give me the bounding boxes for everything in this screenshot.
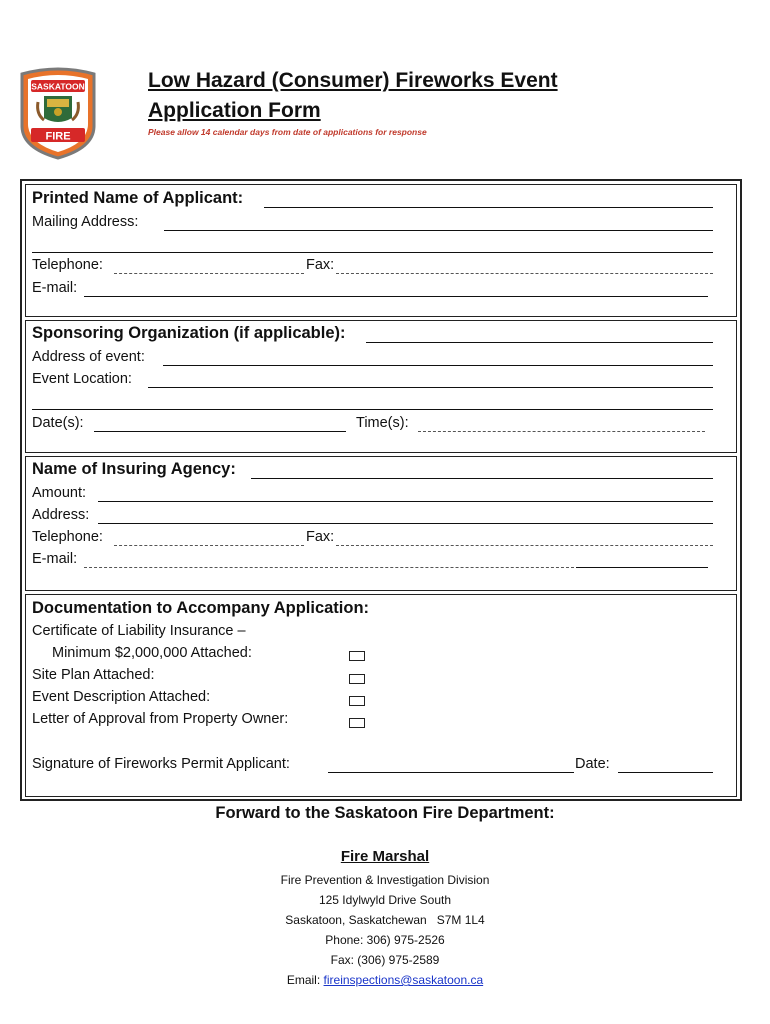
insurer-email-field[interactable] — [84, 567, 574, 568]
fire-marshal-heading: Fire Marshal — [340, 848, 430, 865]
email-label: Email: — [286, 973, 321, 987]
contact-block — [0, 844, 770, 990]
event-description-label: Event Description Attached: — [32, 689, 211, 705]
email-link[interactable]: fireinspections@saskatoon.ca — [323, 973, 484, 987]
applicant-telephone-label: Telephone: — [32, 257, 103, 273]
insurer-telephone-field[interactable] — [114, 545, 304, 546]
email-row — [0, 970, 770, 990]
applicant-fax-label: Fax: — [306, 257, 335, 273]
insurer-fax-label: Fax: — [306, 529, 335, 545]
applicant-email-label: E-mail: — [32, 280, 78, 296]
applicant-name-field[interactable] — [264, 207, 713, 208]
insurer-telephone-label: Telephone: — [32, 529, 103, 545]
event-times-field[interactable] — [418, 431, 705, 432]
applicant-section — [25, 184, 737, 317]
insuring-agency-field[interactable] — [251, 478, 713, 479]
documentation-heading: Documentation to Accompany Application: — [32, 599, 370, 617]
title-line-1: Low Hazard (Consumer) Fireworks Event — [148, 69, 558, 92]
insurer-email-field-end[interactable] — [576, 567, 708, 568]
phone-number: Phone: 306) 975-2526 — [325, 933, 445, 947]
applicant-email-field[interactable] — [84, 296, 708, 297]
signature-label: Signature of Fireworks Permit Applicant: — [32, 756, 290, 772]
logo-text-bottom: FIRE — [45, 130, 71, 143]
certificate-label-line1: Certificate of Liability Insurance – — [32, 623, 246, 639]
insurance-amount-label: Amount: — [32, 485, 86, 501]
event-dates-field[interactable] — [94, 431, 346, 432]
approval-letter-label: Letter of Approval from Property Owner: — [32, 711, 289, 727]
event-description-checkbox[interactable] — [349, 696, 365, 706]
division-text: Fire Prevention & Investigation Division — [280, 873, 490, 887]
event-location-label: Event Location: — [32, 371, 132, 387]
insurer-address-label: Address: — [32, 507, 90, 523]
mailing-address-label: Mailing Address: — [32, 214, 139, 230]
mailing-address-field[interactable] — [164, 230, 713, 231]
sponsor-org-field[interactable] — [366, 342, 713, 343]
insurance-amount-field[interactable] — [98, 501, 713, 502]
city-address: Saskatoon, Saskatchewan S7M 1L4 — [285, 913, 485, 927]
approval-letter-checkbox[interactable] — [349, 718, 365, 728]
insuring-agency-label: Name of Insuring Agency: — [32, 460, 236, 478]
mailing-address-field-line2[interactable] — [32, 252, 713, 253]
certificate-label-line2: Minimum $2,000,000 Attached: — [52, 645, 252, 661]
response-notice: Please allow 14 calendar days from date of applications for response — [148, 127, 427, 137]
saskatoon-fire-logo — [18, 66, 98, 160]
application-form — [20, 179, 742, 801]
applicant-name-label: Printed Name of Applicant: — [32, 189, 244, 207]
signature-date-field[interactable] — [618, 772, 713, 773]
site-plan-checkbox[interactable] — [349, 674, 365, 684]
sponsor-section — [25, 320, 737, 453]
event-location-field[interactable] — [148, 387, 713, 388]
applicant-fax-field[interactable] — [336, 273, 713, 274]
signature-date-label: Date: — [575, 756, 610, 772]
documentation-section — [25, 594, 737, 797]
sponsor-org-label: Sponsoring Organization (if applicable): — [32, 324, 346, 342]
event-location-field-line2[interactable] — [32, 409, 713, 410]
forward-heading: Forward to the Saskatoon Fire Department: — [215, 804, 555, 822]
event-address-label: Address of event: — [32, 349, 145, 365]
title-line-2: Application Form — [148, 99, 321, 122]
insurer-section — [25, 456, 737, 591]
event-dates-label: Date(s): — [32, 415, 84, 431]
certificate-checkbox[interactable] — [349, 651, 365, 661]
event-address-field[interactable] — [163, 365, 713, 366]
form-title — [148, 66, 558, 126]
logo-text-top: SASKATOON — [31, 81, 85, 92]
signature-field[interactable] — [328, 772, 574, 773]
insurer-address-field[interactable] — [98, 523, 713, 524]
site-plan-label: Site Plan Attached: — [32, 667, 155, 683]
insurer-email-label: E-mail: — [32, 551, 78, 567]
street-address: 125 Idylwyld Drive South — [318, 893, 452, 907]
event-times-label: Time(s): — [356, 415, 409, 431]
fax-number: Fax: (306) 975-2589 — [330, 953, 440, 967]
insurer-fax-field[interactable] — [336, 545, 713, 546]
applicant-telephone-field[interactable] — [114, 273, 304, 274]
